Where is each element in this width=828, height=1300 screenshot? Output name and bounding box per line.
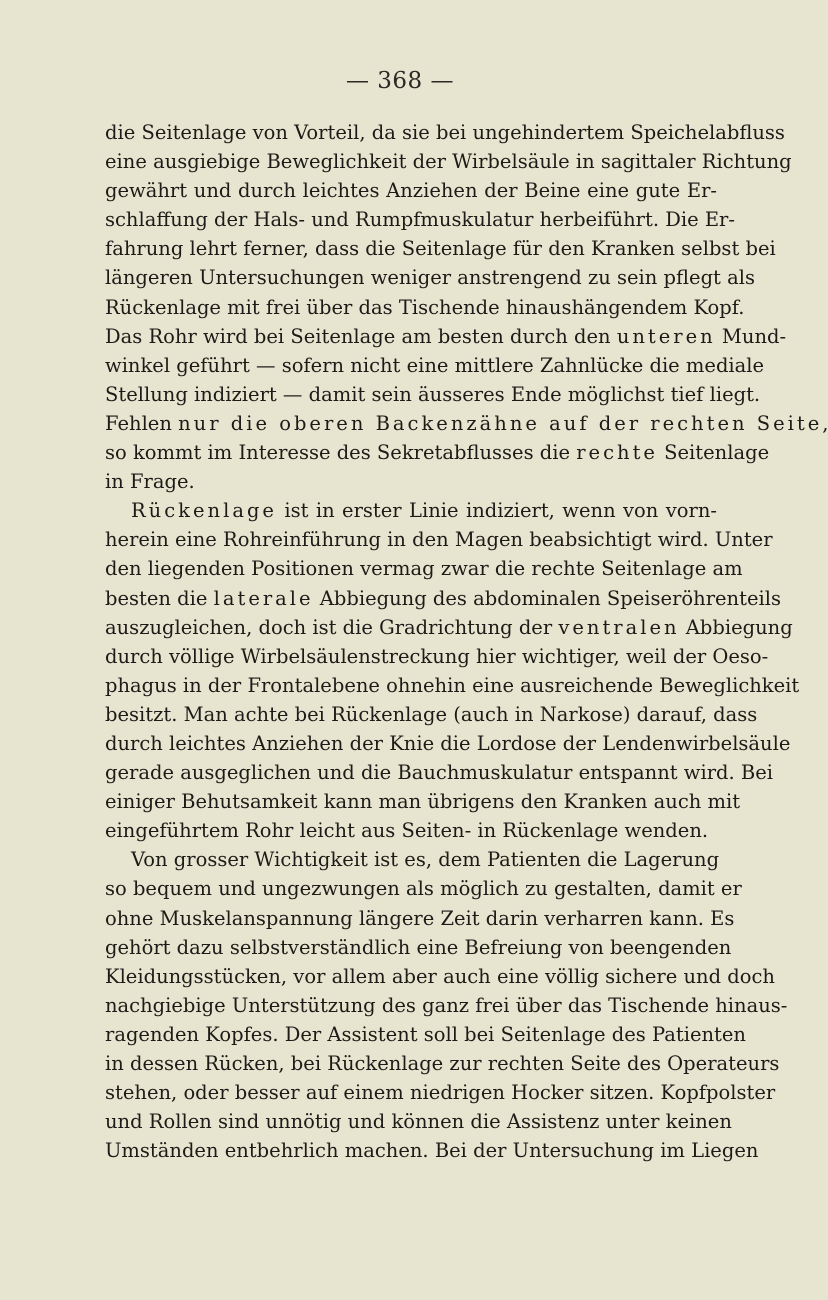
text-segment: Stellung indiziert — damit sein äusseres Ende möglichst tief liegt. (105, 382, 761, 406)
text-line (105, 438, 770, 467)
text-line (105, 671, 800, 700)
text-segment: längeren Untersuchungen weniger anstrengend zu sein pflegt als (105, 266, 755, 290)
text-segment: Fehlen (105, 411, 179, 435)
text-line (105, 351, 765, 380)
text-line (105, 816, 717, 845)
text-line (105, 991, 788, 1020)
spaced-emphasis: Rückenlage (131, 499, 277, 523)
text-segment: stehen, oder besser auf einem niedrigen Hocker sitzen. Kopfpolster (105, 1081, 776, 1105)
text-line (105, 1136, 759, 1165)
spaced-emphasis: ventralen (558, 615, 680, 639)
text-line (105, 205, 735, 234)
text-line (105, 293, 745, 322)
spaced-emphasis: unteren (616, 324, 716, 348)
text-segment: den liegenden Positionen vermag zwar die rechte Seitenlage am (105, 557, 743, 581)
text-line (105, 496, 717, 525)
text-line (105, 322, 787, 351)
text-segment: Abbiegung (679, 615, 793, 639)
text-line (105, 554, 743, 583)
text-segment: einiger Behutsamkeit kann man übrigens den Kranken auch mit (105, 790, 741, 814)
text-line (105, 380, 761, 409)
text-segment: ohne Muskelanspannung längere Zeit darin verharren kann. Es (105, 906, 735, 930)
text-segment: nachgiebige Unterstützung des ganz frei über das Tischende hinaus- (105, 993, 788, 1017)
text-segment: Mund- (715, 324, 787, 348)
text-segment: winkel geführt — sofern nicht eine mittlere Zahnlücke die mediale (105, 353, 765, 377)
text-line (105, 263, 755, 292)
text-line (105, 1107, 732, 1136)
text-segment: Seitenlage (657, 441, 770, 465)
text-segment: Das Rohr wird bei Seitenlage am besten durch den (105, 324, 617, 348)
text-segment: so bequem und ungezwungen als möglich zu gestalten, damit er (105, 877, 742, 901)
text-segment: Von grosser Wichtigkeit ist es, dem Patienten die Lagerung (131, 848, 720, 872)
text-segment: gerade ausgeglichen und die Bauchmuskulatur entspannt wird. Bei (105, 761, 774, 785)
text-line (105, 700, 758, 729)
text-line (105, 729, 791, 758)
text-line (105, 787, 741, 816)
text-line (105, 1020, 746, 1049)
text-line (105, 1049, 780, 1078)
body-text (105, 118, 828, 1165)
text-segment: eingeführtem Rohr leicht aus Seiten- in Rückenlage wenden. (105, 819, 709, 843)
text-segment: fahrung lehrt ferner, dass die Seitenlage für den Kranken selbst bei (105, 237, 776, 261)
text-line (105, 1078, 776, 1107)
text-segment: gehört dazu selbstverständlich eine Befreiung von beengenden (105, 935, 732, 959)
text-line (105, 584, 781, 613)
text-segment: durch leichtes Anziehen der Knie die Lordose der Lendenwirbelsäule (105, 731, 791, 755)
text-segment: Kleidungsstücken, vor allem aber auch eine völlig sichere und doch (105, 964, 775, 988)
text-line (105, 962, 775, 991)
spaced-emphasis: laterale (213, 586, 314, 610)
text-segment: eine ausgiebige Beweglichkeit der Wirbelsäule in sagittaler Richtung (105, 150, 792, 174)
text-segment: und Rollen sind unnötig und können die Assistenz unter keinen (105, 1110, 732, 1134)
text-segment: herein eine Rohreinführung in den Magen beabsichtigt wird. Unter (105, 528, 773, 552)
text-line (105, 147, 792, 176)
text-line (105, 234, 776, 263)
text-segment: , (822, 411, 828, 435)
text-line (105, 613, 793, 642)
text-line (105, 874, 742, 903)
text-segment: die Seitenlage von Vorteil, da sie bei ungehindertem Speichelabfluss (105, 121, 785, 144)
text-line (105, 176, 717, 205)
text-segment: Umständen entbehrlich machen. Bei der Untersuchung im Liegen (105, 1139, 759, 1163)
text-segment: so kommt im Interesse des Sekretabflusses die (105, 441, 577, 465)
text-line (105, 525, 773, 554)
text-line (105, 933, 732, 962)
text-segment: Abbiegung des abdominalen Speiseröhrenteils (313, 586, 781, 610)
text-line (105, 758, 774, 787)
text-line (105, 904, 735, 933)
text-segment: durch völlige Wirbelsäulenstreckung hier wichtiger, weil der Oeso- (105, 644, 769, 668)
text-segment: besten die (105, 586, 214, 610)
text-line (105, 118, 785, 147)
spaced-emphasis: nur die oberen Backenzähne auf der rechten Seite (178, 411, 823, 435)
text-line (105, 409, 828, 438)
text-line (105, 642, 769, 671)
text-segment: phagus in der Frontalebene ohnehin eine ausreichende Beweglichkeit (105, 673, 800, 697)
text-line (105, 467, 717, 496)
text-segment: ragenden Kopfes. Der Assistent soll bei Seitenlage des Patienten (105, 1022, 746, 1046)
text-segment: ist in erster Linie indiziert, wenn von vorn- (276, 499, 717, 523)
page-number: — 368 — (345, 68, 455, 94)
text-segment: auszugleichen, doch ist die Gradrichtung der (105, 615, 559, 639)
text-segment: in dessen Rücken, bei Rückenlage zur rechten Seite des Operateurs (105, 1052, 780, 1075)
text-segment: besitzt. Man achte bei Rückenlage (auch in Narkose) darauf, dass (105, 702, 758, 726)
text-segment: schlaffung der Hals- und Rumpfmuskulatur herbeiführt. Die Er- (105, 208, 735, 232)
text-segment: Rückenlage mit frei über das Tischende hinaushängendem Kopf. (105, 295, 745, 319)
spaced-emphasis: rechte (576, 441, 658, 465)
text-line (105, 845, 720, 874)
text-segment: gewährt und durch leichtes Anziehen der Beine eine gute Er- (105, 179, 717, 203)
text-segment: in Frage. (105, 470, 195, 494)
